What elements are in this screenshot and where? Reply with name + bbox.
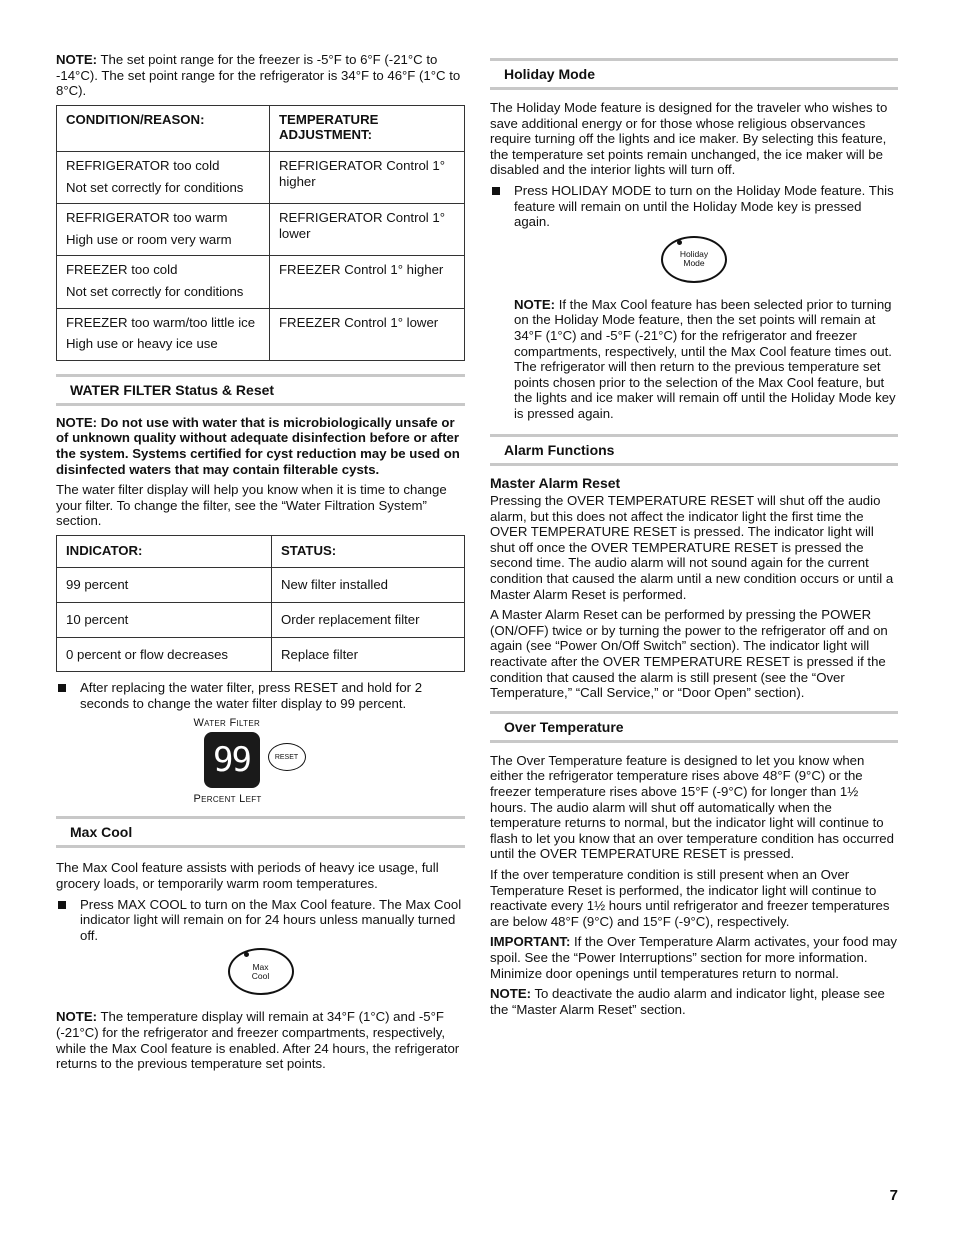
setpoint-note: NOTE: The set point range for the freezer is -5°F to 6°F (-21°C to -14°C). The set point range for the refrigerator is 34°F to 46°F (1°C to 8°C). — [56, 52, 461, 99]
max-cool-note: NOTE: The temperature display will remain at 34°F (1°C) and -5°F (-21°C) for the refrigerator and freezer compartments, respectively, while the Max Cool feature is enabled. After 24 hours, the refrigerator returns to the previous temperature set points. — [56, 1009, 460, 1072]
filter-status-table — [56, 535, 465, 672]
condition-cell: FREEZER too cold Not set correctly for conditions — [57, 256, 270, 308]
right-column — [490, 58, 898, 1022]
reset-button[interactable]: RESET — [268, 743, 306, 771]
filter-percent-display: 99 — [204, 732, 260, 788]
over-temperature-paragraph-1: The Over Temperature feature is designed to let you know when either the refrigerator temperature rises above 48°F (9°C) or the freezer temperature rises above 15°F (-9°C) for longer than 1½ hours. The audio alarm will shut off automatically when the temperature returns to normal, but the indicator light will continue to flash to let you know that an over temperature condition has occurred until the OVER TEMPERATURE RESET is pressed. — [490, 752, 894, 862]
indicator-cell: 99 percent — [57, 568, 272, 603]
table-row — [57, 308, 465, 360]
over-temperature-heading: Over Temperature — [490, 711, 898, 743]
water-filter-warning: NOTE: Do not use with water that is microbiologically unsafe or of unknown quality without adequate disinfection before or after the system. Systems certified for cyst reduction may be used on disinfected waters that may contain filterable cysts. — [56, 414, 460, 477]
indicator-light-icon — [677, 240, 682, 245]
filter-reset-instruction: After replacing the water filter, press RESET and hold for 2 seconds to change the water filter display to 99 percent. — [56, 680, 465, 711]
holiday-mode-button[interactable]: Holiday Mode — [661, 236, 727, 283]
condition-cell: REFRIGERATOR too warm High use or room very warm — [57, 204, 270, 256]
status-cell: Replace filter — [272, 637, 465, 672]
water-filter-caption: Water Filter — [193, 717, 261, 730]
master-alarm-paragraph-1: Pressing the OVER TEMPERATURE RESET will shut off the audio alarm, but this does not affect the indicator light the first time the OVER TEMPERATURE RESET is pressed. The indicator light will shut off once the OVER TEMPERATURE RESET is pressed the second time. The audio alarm will not sound again for the current condition that caused the alarm until a new condition occurs or until a Master Alarm Reset is performed. — [490, 493, 894, 602]
condition-cell: REFRIGERATOR too cold Not set correctly for conditions — [57, 151, 270, 203]
table-header: INDICATOR: — [57, 535, 272, 568]
status-cell: Order replacement filter — [272, 603, 465, 638]
adjustment-cell: REFRIGERATOR Control 1° higher — [270, 151, 465, 203]
adjustment-cell: FREEZER Control 1° higher — [270, 256, 465, 308]
master-alarm-reset-heading: Master Alarm Reset — [490, 474, 621, 491]
table-row — [57, 568, 465, 603]
water-filter-heading: WATER FILTER Status & Reset — [56, 374, 465, 406]
holiday-mode-note: NOTE: If the Max Cool feature has been selected prior to turning on the Holiday Mode feature, then the set points will remain at 34°F (1°C) and -5°F (-21°C) for the refrigerator and freezer compartments, respectively, until the Max Cool feature times out. The refrigerator will then return to the previous temperature set points chosen prior to the selection of the Max Cool feature, but the lights and ice maker will remain off until the Holiday Mode key is pressed again. — [514, 296, 896, 421]
holiday-mode-paragraph: The Holiday Mode feature is designed for the traveler who wishes to save additional energy or for those whose religious observances require turning off the lights and ice maker. By selecting this feature, the temperature set points remain unchanged, the ice maker will be disabled and the interior lights will turn off. — [490, 100, 888, 178]
condition-cell: FREEZER too warm/too little ice High use or heavy ice use — [57, 308, 270, 360]
indicator-cell: 0 percent or flow decreases — [57, 637, 272, 672]
holiday-mode-instruction: Press HOLIDAY MODE to turn on the Holiday Mode feature. This feature will remain on until the Holiday Mode key is pressed again. — [490, 183, 898, 230]
water-filter-paragraph: The water filter display will help you know when it is time to change your filter. To change the filter, see the “Water Filtration System” section. — [56, 482, 447, 529]
bullet-square-icon — [492, 187, 500, 195]
table-row — [57, 151, 465, 203]
table-header: TEMPERATURE ADJUSTMENT: — [270, 105, 465, 151]
table-row — [57, 637, 465, 672]
table-header-row — [57, 535, 465, 568]
max-cool-heading: Max Cool — [56, 816, 465, 848]
indicator-light-icon — [244, 952, 249, 957]
temperature-adjustment-table — [56, 105, 465, 361]
table-header: CONDITION/REASON: — [57, 105, 270, 151]
holiday-mode-button-illustration — [490, 236, 898, 283]
table-row — [57, 256, 465, 308]
table-header: STATUS: — [272, 535, 465, 568]
alarm-functions-heading: Alarm Functions — [490, 434, 898, 466]
left-column — [56, 52, 465, 1077]
bullet-square-icon — [58, 901, 66, 909]
bullet-square-icon — [58, 684, 66, 692]
important-note: IMPORTANT: If the Over Temperature Alarm activates, your food may spoil. See the “Power Interruptions” section for more information. Minimize door openings until temperatures return to normal. — [490, 934, 897, 981]
max-cool-paragraph: The Max Cool feature assists with periods of heavy ice usage, full grocery loads, or temporarily warm room temperatures. — [56, 860, 439, 892]
adjustment-cell: FREEZER Control 1° lower — [270, 308, 465, 360]
max-cool-button-illustration — [56, 948, 465, 995]
table-row — [57, 204, 465, 256]
adjustment-cell: REFRIGERATOR Control 1° lower — [270, 204, 465, 256]
holiday-mode-heading: Holiday Mode — [490, 58, 898, 90]
status-cell: New filter installed — [272, 568, 465, 603]
table-header-row — [57, 105, 465, 151]
deactivate-alarm-note: NOTE: To deactivate the audio alarm and indicator light, please see the “Master Alarm Reset” section. — [490, 986, 885, 1017]
page-number: 7 — [889, 1187, 898, 1204]
max-cool-instruction: Press MAX COOL to turn on the Max Cool feature. The Max Cool indicator light will remain on for 24 hours unless manually turned off. — [56, 897, 465, 944]
table-row — [57, 603, 465, 638]
indicator-cell: 10 percent — [57, 603, 272, 638]
percent-left-caption: Percent Left — [193, 793, 262, 806]
master-alarm-paragraph-2: A Master Alarm Reset can be performed by pressing the POWER (ON/OFF) twice or by turning the power to the refrigerator off and on again (see “Power On/Off Switch” section). The indicator light will reactivate after the OVER TEMPERATURE RESET is pressed if the condition that caused the alarm is still present (see the “Over Temperature,” “Call Service,” or “Door Open” section). — [490, 607, 888, 701]
water-filter-display-illustration — [193, 716, 326, 808]
max-cool-button[interactable]: Max Cool — [228, 948, 294, 995]
over-temperature-paragraph-2: If the over temperature condition is still present when an Over Temperature Reset is performed, the indicator light will continue to reactivate every 1½ hours until refrigerator and freezer temperatures are below 48°F (9°C) and 15°F (-9°C), respectively. — [490, 866, 890, 929]
